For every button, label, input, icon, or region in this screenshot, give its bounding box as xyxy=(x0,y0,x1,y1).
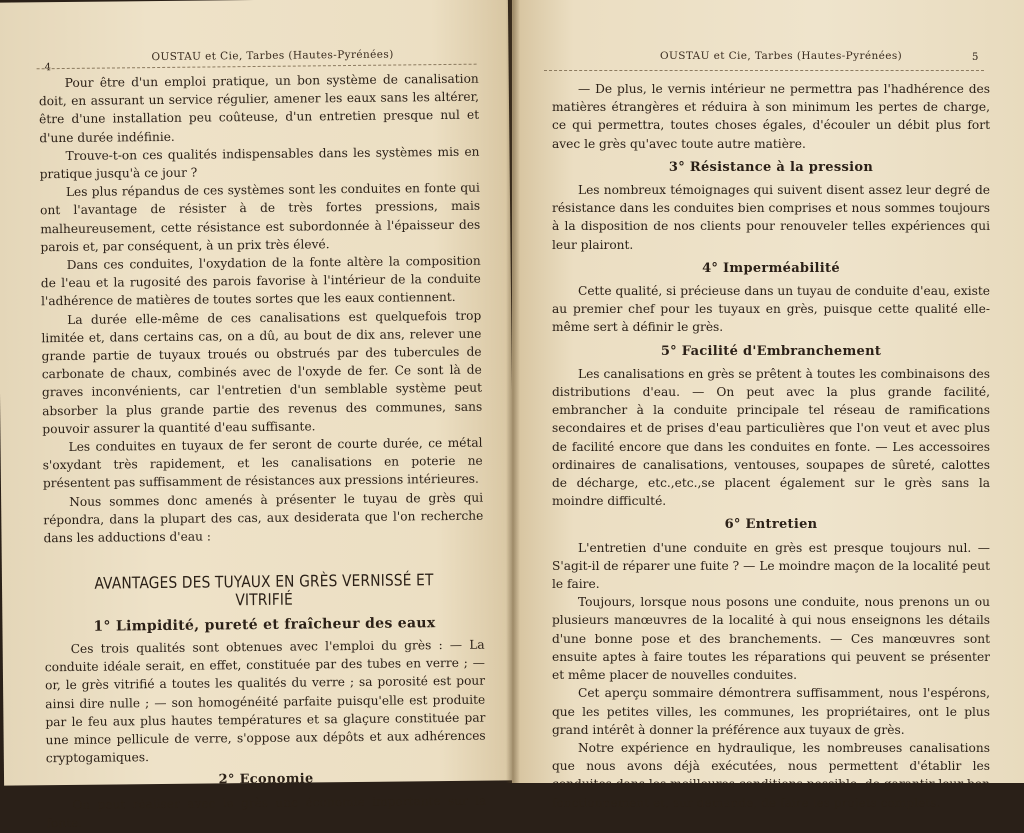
running-header: OUSTAU et Cie, Tarbes (Hautes-Pyrénées) xyxy=(151,48,394,64)
paragraph: Les nombreux témoignages qui suivent disent assez leur degré de résistance dans les conduites bien comprises et nous sommes toujours à la disposition de nos clients pour renouveler telles expériences qui leur plairont. xyxy=(552,183,990,252)
header-rule xyxy=(37,64,477,70)
section-heading: 1° Limpidité, pureté et fraîcheur des eaux xyxy=(93,614,436,635)
section-title: AVANTAGES DES TUYAUX EN GRÈS VERNISSÉ ET VITRIFIÉ xyxy=(94,570,434,610)
paragraph: Toujours, lorsque nous posons une conduite, nous prenons un ou plusieurs manœuvres de la localité à qui nous enseignons les détails d'une bonne pose et des branchements. — Ces manœuvres sont ensuite aptes à faire toutes les réparations qui peuvent se présenter et même placer de nouvelles conduites. xyxy=(552,595,990,683)
page-number: 4 xyxy=(44,62,52,74)
page-number: 5 xyxy=(972,52,979,63)
paragraph: — De plus, le vernis intérieur ne permettra pas l'hadhérence des matières étrangères et réduira à son minimum les pertes de charge, ce qui permettra, toutes choses égales, d'écouler un débit plus fort avec le grès qu'avec toute autre matière. xyxy=(552,82,990,151)
left-body xyxy=(39,70,487,832)
section-heading: 4° Imperméabilité xyxy=(702,260,840,276)
paragraph: Dans ces conduites, l'oxydation de la fonte altère la composition de l'eau et la rugosité des parois favorise à l'intérieur de la conduite l'adhérence de matières de toutes sortes que les eaux contiennent. xyxy=(40,253,481,309)
running-header: OUSTAU et Cie, Tarbes (Hautes-Pyrénées) xyxy=(660,50,903,62)
paragraph: Pour être d'un emploi pratique, un bon système de canalisation doit, en assurant un service régulier, amener les eaux sans les altérer, être d'une installation peu coûteuse, d'un entretien presque nul et d'une durée indéfinie. xyxy=(38,71,480,145)
header-rule xyxy=(544,70,984,71)
section-heading: 3° Résistance à la pression xyxy=(668,159,874,175)
paragraph: Trouve-t-on ces qualités indispensables dans les systèmes mis en pratique jusqu'à ce jour ? xyxy=(39,144,480,182)
paragraph: Les canalisations en grès se prêtent à toutes les combinaisons des distributions d'eau. — On peut avec la plus grande facilité, embrancher à la conduite principale tel réseau de ramifications secondaires et de prises d'eau particulières que l'on veut et avec plus de facilité encore que dans les conduites en fonte. — Les accessoires ordinaires de canalisations, ventouses, soupapes de sûreté, calottes de décharge, etc.,etc.,se placent également sur le grès sans la moindre difficulté. xyxy=(552,366,990,509)
right-page xyxy=(512,0,1024,810)
section-heading: 5° Facilité d'Embranchement xyxy=(660,343,882,359)
paragraph: Nous sommes donc amenés à présenter le tuyau de grès qui répondra, dans la plupart des cas, aux desiderata que l'on recherche dans les adductions d'eau : xyxy=(43,490,484,546)
paragraph: Notre expérience en hydraulique, les nombreuses canalisations que nous avons déjà exécutées, nous permettent d'établir les conduites dans les meilleures conditions possible, de garantir leur bon fonctionnement et, sur demande, de faire les projets complets. xyxy=(552,740,990,810)
paragraph: Cet aperçu sommaire démontrera suffisamment, nous l'espérons, que les petites villes, les communes, les propriétaires, ont le plus grand intérêt à donner la préférence aux tuyaux de grès. xyxy=(552,686,990,737)
section-heading: 6° Entretien xyxy=(724,517,818,533)
paragraph: Ces trois qualités sont obtenues avec l'emploi du grès : — La conduite idéale serait, en effet, constituée par des tubes en verre ; — or, le grès vitrifié a toutes les qualités du verre ; sa porosité est pour ainsi dire nulle ; — son homogénéité parfaite puisqu'elle est produite par le feu aux plus hautes températures et sa glaçure constituée par une mince pellicule de verre, s'oppose aux dépôts et aux adhérences cryptogamiques. xyxy=(44,637,486,766)
paragraph: L'entretien d'une conduite en grès est presque toujours nul. — S'agit-il de réparer une fuite ? — Le moindre maçon de la localité peut le faire. xyxy=(552,540,990,592)
paragraph: Les plus répandus de ces systèmes sont les conduites en fonte qui ont l'avantage de résister à de très fortes pressions, mais malheureusement, cette résistance est subordonnée à l'épaisseur des parois et, par conséquent, à un prix très élevé. xyxy=(40,180,481,255)
paragraph: On peut réaliser avec le grès une économie importante sur la fonte. xyxy=(46,793,487,830)
paragraph: Les conduites en tuyaux de fer seront de courte durée, ce métal s'oxydant très rapidement, et les canalisations en poterie ne présentent pas suffisamment de résistances aux pressions intérieures. xyxy=(42,435,483,491)
section-heading: 2° Economie xyxy=(218,771,314,788)
paragraph: La durée elle-même de ces canalisations est quelquefois trop limitée et, dans certains cas, on a dû, au bout de dix ans, relever une grande partie de tuyaux troués ou obstrués par des tubercules de carbonate de chaux, combinés avec de l'oxyde de fer. Ce sont là de graves inconvénients, car l'entretien d'un semblable système peut absorber la plus grande partie des revenus des communes, sans pouvoir assurer la quantité d'eau suffisante. xyxy=(41,308,483,437)
book-gutter xyxy=(506,0,520,783)
paragraph: Cette qualité, si précieuse dans un tuyau de conduite d'eau, existe au premier chef pour les tuyaux en grès, puisque cette qualité elle-même sert à définir le grès. xyxy=(552,284,990,335)
right-body xyxy=(552,80,990,812)
